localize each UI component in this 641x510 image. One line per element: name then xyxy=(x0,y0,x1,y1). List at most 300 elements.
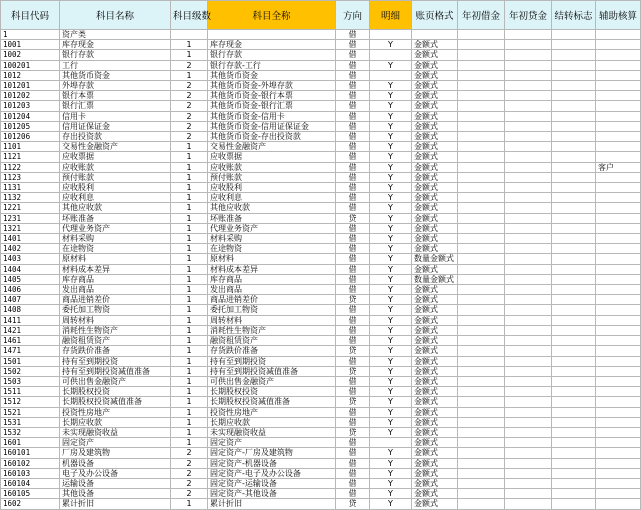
cell-account-name[interactable]: 银行汇票 xyxy=(60,101,171,111)
cell-account-fullname[interactable]: 材料采购 xyxy=(208,234,336,244)
cell-page-format[interactable]: 金额式 xyxy=(412,244,458,254)
cell-auxiliary[interactable] xyxy=(596,305,641,315)
cell-opening-debit[interactable] xyxy=(458,397,505,407)
cell-auxiliary[interactable] xyxy=(596,387,641,397)
cell-auxiliary[interactable] xyxy=(596,60,641,70)
cell-direction[interactable]: 贷 xyxy=(336,295,370,305)
cell-auxiliary[interactable] xyxy=(596,121,641,131)
cell-opening-debit[interactable] xyxy=(458,489,505,499)
cell-opening-credit[interactable] xyxy=(505,285,552,295)
cell-opening-debit[interactable] xyxy=(458,111,505,121)
cell-auxiliary[interactable]: 客户 xyxy=(596,162,641,172)
cell-carryover-flag[interactable] xyxy=(552,427,596,437)
cell-account-code[interactable]: 1502 xyxy=(1,366,60,376)
cell-account-fullname[interactable]: 消耗性生物资产 xyxy=(208,325,336,335)
cell-account-code[interactable]: 101205 xyxy=(1,121,60,131)
cell-opening-credit[interactable] xyxy=(505,30,552,40)
cell-auxiliary[interactable] xyxy=(596,142,641,152)
cell-auxiliary[interactable] xyxy=(596,264,641,274)
cell-page-format[interactable]: 金额式 xyxy=(412,183,458,193)
cell-auxiliary[interactable] xyxy=(596,40,641,50)
cell-page-format[interactable]: 金额式 xyxy=(412,285,458,295)
cell-detail[interactable]: Y xyxy=(370,193,412,203)
cell-account-name[interactable]: 长期应收款 xyxy=(60,417,171,427)
cell-account-level[interactable]: 1 xyxy=(171,50,208,60)
cell-direction[interactable]: 借 xyxy=(336,315,370,325)
cell-account-fullname[interactable]: 库存商品 xyxy=(208,274,336,284)
cell-account-code[interactable]: 1407 xyxy=(1,295,60,305)
cell-account-fullname[interactable]: 其他货币资金-外埠存款 xyxy=(208,81,336,91)
cell-direction[interactable]: 借 xyxy=(336,387,370,397)
cell-opening-credit[interactable] xyxy=(505,152,552,162)
cell-direction[interactable]: 借 xyxy=(336,30,370,40)
cell-page-format[interactable] xyxy=(412,30,458,40)
cell-account-code[interactable]: 1101 xyxy=(1,142,60,152)
cell-opening-credit[interactable] xyxy=(505,356,552,366)
cell-account-fullname[interactable]: 其他货币资金-信用卡 xyxy=(208,111,336,121)
cell-carryover-flag[interactable] xyxy=(552,356,596,366)
cell-account-fullname[interactable]: 固定资产-运输设备 xyxy=(208,478,336,488)
cell-opening-debit[interactable] xyxy=(458,70,505,80)
cell-page-format[interactable]: 金额式 xyxy=(412,213,458,223)
cell-account-code[interactable]: 1132 xyxy=(1,193,60,203)
cell-detail[interactable]: Y xyxy=(370,91,412,101)
cell-account-name[interactable]: 持有至到期投资 xyxy=(60,356,171,366)
cell-auxiliary[interactable] xyxy=(596,172,641,182)
cell-opening-credit[interactable] xyxy=(505,397,552,407)
cell-account-level[interactable]: 1 xyxy=(171,223,208,233)
cell-carryover-flag[interactable] xyxy=(552,478,596,488)
cell-page-format[interactable]: 金额式 xyxy=(412,407,458,417)
cell-opening-credit[interactable] xyxy=(505,70,552,80)
cell-account-name[interactable]: 材料采购 xyxy=(60,234,171,244)
cell-account-code[interactable]: 1 xyxy=(1,30,60,40)
cell-opening-debit[interactable] xyxy=(458,295,505,305)
cell-account-fullname[interactable]: 坏账准备 xyxy=(208,213,336,223)
cell-carryover-flag[interactable] xyxy=(552,438,596,448)
cell-page-format[interactable]: 金额式 xyxy=(412,336,458,346)
cell-account-fullname[interactable]: 固定资产-其他设备 xyxy=(208,489,336,499)
cell-page-format[interactable]: 金额式 xyxy=(412,223,458,233)
cell-account-code[interactable]: 1401 xyxy=(1,234,60,244)
cell-opening-debit[interactable] xyxy=(458,274,505,284)
cell-account-code[interactable]: 160103 xyxy=(1,468,60,478)
cell-account-code[interactable]: 1503 xyxy=(1,376,60,386)
cell-account-level[interactable]: 2 xyxy=(171,478,208,488)
cell-detail[interactable]: Y xyxy=(370,101,412,111)
cell-detail[interactable]: Y xyxy=(370,407,412,417)
cell-account-fullname[interactable]: 其他货币资金-银行汇票 xyxy=(208,101,336,111)
cell-opening-credit[interactable] xyxy=(505,223,552,233)
cell-carryover-flag[interactable] xyxy=(552,162,596,172)
cell-carryover-flag[interactable] xyxy=(552,223,596,233)
cell-account-level[interactable]: 1 xyxy=(171,152,208,162)
cell-account-name[interactable]: 资产类 xyxy=(60,30,171,40)
cell-carryover-flag[interactable] xyxy=(552,489,596,499)
cell-direction[interactable]: 借 xyxy=(336,285,370,295)
cell-account-level[interactable]: 2 xyxy=(171,468,208,478)
cell-direction[interactable]: 借 xyxy=(336,193,370,203)
cell-account-code[interactable]: 1408 xyxy=(1,305,60,315)
cell-account-code[interactable]: 1123 xyxy=(1,172,60,182)
cell-account-name[interactable]: 其他设备 xyxy=(60,489,171,499)
cell-account-level[interactable]: 1 xyxy=(171,438,208,448)
cell-carryover-flag[interactable] xyxy=(552,234,596,244)
cell-account-fullname[interactable]: 持有至到期投资减值准备 xyxy=(208,366,336,376)
cell-detail[interactable]: Y xyxy=(370,132,412,142)
cell-opening-credit[interactable] xyxy=(505,40,552,50)
cell-opening-credit[interactable] xyxy=(505,172,552,182)
cell-page-format[interactable]: 金额式 xyxy=(412,458,458,468)
cell-account-fullname[interactable]: 固定资产-厂房及建筑物 xyxy=(208,448,336,458)
cell-account-code[interactable]: 1001 xyxy=(1,40,60,50)
cell-account-fullname[interactable]: 固定资产-机器设备 xyxy=(208,458,336,468)
cell-opening-debit[interactable] xyxy=(458,478,505,488)
header-account-fullname[interactable]: 科目全称 xyxy=(208,1,336,30)
cell-auxiliary[interactable] xyxy=(596,325,641,335)
cell-account-name[interactable]: 未实现融资收益 xyxy=(60,427,171,437)
cell-auxiliary[interactable] xyxy=(596,295,641,305)
cell-opening-credit[interactable] xyxy=(505,417,552,427)
cell-opening-credit[interactable] xyxy=(505,499,552,509)
cell-page-format[interactable]: 金额式 xyxy=(412,121,458,131)
cell-account-level[interactable]: 1 xyxy=(171,162,208,172)
cell-account-name[interactable]: 信用卡 xyxy=(60,111,171,121)
cell-account-level[interactable]: 1 xyxy=(171,295,208,305)
cell-account-fullname[interactable]: 发出商品 xyxy=(208,285,336,295)
cell-page-format[interactable]: 金额式 xyxy=(412,489,458,499)
cell-detail[interactable]: Y xyxy=(370,234,412,244)
cell-account-level[interactable]: 1 xyxy=(171,325,208,335)
cell-opening-credit[interactable] xyxy=(505,366,552,376)
cell-account-name[interactable]: 工行 xyxy=(60,60,171,70)
cell-auxiliary[interactable] xyxy=(596,478,641,488)
cell-account-level[interactable]: 1 xyxy=(171,407,208,417)
cell-detail[interactable]: Y xyxy=(370,244,412,254)
cell-opening-credit[interactable] xyxy=(505,336,552,346)
cell-account-fullname[interactable]: 持有至到期投资 xyxy=(208,356,336,366)
cell-account-name[interactable]: 银行存款 xyxy=(60,50,171,60)
cell-opening-debit[interactable] xyxy=(458,346,505,356)
cell-direction[interactable]: 借 xyxy=(336,376,370,386)
cell-auxiliary[interactable] xyxy=(596,70,641,80)
cell-carryover-flag[interactable] xyxy=(552,285,596,295)
cell-page-format[interactable]: 金额式 xyxy=(412,152,458,162)
cell-page-format[interactable]: 金额式 xyxy=(412,397,458,407)
cell-account-level[interactable]: 1 xyxy=(171,183,208,193)
cell-opening-debit[interactable] xyxy=(458,183,505,193)
cell-account-level[interactable]: 1 xyxy=(171,346,208,356)
cell-account-code[interactable]: 101204 xyxy=(1,111,60,121)
cell-account-fullname[interactable]: 固定资产-电子及办公设备 xyxy=(208,468,336,478)
cell-auxiliary[interactable] xyxy=(596,50,641,60)
header-carryover-flag[interactable]: 结转标志 xyxy=(552,1,596,30)
cell-direction[interactable]: 借 xyxy=(336,468,370,478)
cell-account-level[interactable]: 2 xyxy=(171,489,208,499)
cell-account-level[interactable]: 2 xyxy=(171,448,208,458)
cell-opening-credit[interactable] xyxy=(505,162,552,172)
cell-direction[interactable]: 借 xyxy=(336,407,370,417)
cell-auxiliary[interactable] xyxy=(596,315,641,325)
cell-account-name[interactable]: 持有至到期投资减值准备 xyxy=(60,366,171,376)
cell-opening-debit[interactable] xyxy=(458,50,505,60)
cell-account-name[interactable]: 其他货币资金 xyxy=(60,70,171,80)
cell-direction[interactable]: 借 xyxy=(336,325,370,335)
cell-opening-credit[interactable] xyxy=(505,305,552,315)
cell-detail[interactable]: Y xyxy=(370,172,412,182)
cell-account-name[interactable]: 信用证保证金 xyxy=(60,121,171,131)
cell-opening-debit[interactable] xyxy=(458,387,505,397)
cell-account-code[interactable]: 160104 xyxy=(1,478,60,488)
cell-direction[interactable]: 借 xyxy=(336,60,370,70)
cell-direction[interactable]: 借 xyxy=(336,356,370,366)
cell-page-format[interactable]: 金额式 xyxy=(412,478,458,488)
cell-page-format[interactable]: 金额式 xyxy=(412,172,458,182)
cell-account-fullname[interactable]: 累计折旧 xyxy=(208,499,336,509)
cell-account-code[interactable]: 1405 xyxy=(1,274,60,284)
cell-account-level[interactable]: 1 xyxy=(171,285,208,295)
cell-account-level[interactable]: 2 xyxy=(171,60,208,70)
cell-account-fullname[interactable]: 银行存款-工行 xyxy=(208,60,336,70)
cell-page-format[interactable]: 金额式 xyxy=(412,346,458,356)
cell-page-format[interactable]: 金额式 xyxy=(412,448,458,458)
cell-auxiliary[interactable] xyxy=(596,376,641,386)
cell-auxiliary[interactable] xyxy=(596,489,641,499)
cell-detail[interactable]: Y xyxy=(370,223,412,233)
cell-account-name[interactable]: 库存现金 xyxy=(60,40,171,50)
cell-account-code[interactable]: 1461 xyxy=(1,336,60,346)
cell-opening-credit[interactable] xyxy=(505,264,552,274)
cell-account-name[interactable]: 投资性房地产 xyxy=(60,407,171,417)
cell-account-fullname[interactable]: 委托加工物资 xyxy=(208,305,336,315)
cell-opening-debit[interactable] xyxy=(458,203,505,213)
cell-account-fullname[interactable]: 应收票据 xyxy=(208,152,336,162)
cell-direction[interactable]: 借 xyxy=(336,336,370,346)
header-opening-debit[interactable]: 年初借金 xyxy=(458,1,505,30)
cell-account-fullname[interactable]: 代理业务资产 xyxy=(208,223,336,233)
cell-carryover-flag[interactable] xyxy=(552,30,596,40)
cell-account-code[interactable]: 1531 xyxy=(1,417,60,427)
cell-account-fullname[interactable]: 融资租赁资产 xyxy=(208,336,336,346)
cell-account-code[interactable]: 1122 xyxy=(1,162,60,172)
cell-page-format[interactable]: 数量金额式 xyxy=(412,274,458,284)
cell-page-format[interactable]: 金额式 xyxy=(412,50,458,60)
header-account-level[interactable]: 科目级数 xyxy=(171,1,208,30)
cell-account-name[interactable]: 存货跌价准备 xyxy=(60,346,171,356)
cell-auxiliary[interactable] xyxy=(596,183,641,193)
cell-opening-credit[interactable] xyxy=(505,111,552,121)
cell-account-level[interactable]: 1 xyxy=(171,427,208,437)
cell-account-name[interactable]: 预付账款 xyxy=(60,172,171,182)
cell-auxiliary[interactable] xyxy=(596,81,641,91)
cell-account-level[interactable]: 2 xyxy=(171,101,208,111)
cell-carryover-flag[interactable] xyxy=(552,376,596,386)
cell-account-level[interactable]: 1 xyxy=(171,387,208,397)
cell-account-fullname[interactable]: 应收账款 xyxy=(208,162,336,172)
cell-account-name[interactable]: 存出投资款 xyxy=(60,132,171,142)
cell-detail[interactable]: Y xyxy=(370,397,412,407)
cell-opening-debit[interactable] xyxy=(458,468,505,478)
cell-direction[interactable]: 借 xyxy=(336,50,370,60)
cell-account-fullname[interactable]: 长期应收款 xyxy=(208,417,336,427)
cell-carryover-flag[interactable] xyxy=(552,81,596,91)
cell-account-name[interactable]: 坏账准备 xyxy=(60,213,171,223)
cell-auxiliary[interactable] xyxy=(596,274,641,284)
cell-page-format[interactable]: 金额式 xyxy=(412,142,458,152)
cell-direction[interactable]: 借 xyxy=(336,223,370,233)
cell-account-code[interactable]: 1532 xyxy=(1,427,60,437)
cell-carryover-flag[interactable] xyxy=(552,458,596,468)
cell-direction[interactable]: 借 xyxy=(336,254,370,264)
cell-detail[interactable]: Y xyxy=(370,264,412,274)
cell-auxiliary[interactable] xyxy=(596,101,641,111)
cell-account-name[interactable]: 商品进销差价 xyxy=(60,295,171,305)
cell-opening-credit[interactable] xyxy=(505,407,552,417)
cell-account-level[interactable]: 1 xyxy=(171,234,208,244)
cell-account-level[interactable]: 1 xyxy=(171,213,208,223)
cell-account-level[interactable]: 1 xyxy=(171,315,208,325)
cell-auxiliary[interactable] xyxy=(596,111,641,121)
cell-account-fullname[interactable]: 材料成本差异 xyxy=(208,264,336,274)
cell-detail[interactable]: Y xyxy=(370,81,412,91)
cell-direction[interactable]: 借 xyxy=(336,448,370,458)
cell-opening-credit[interactable] xyxy=(505,315,552,325)
cell-direction[interactable]: 借 xyxy=(336,458,370,468)
cell-direction[interactable]: 借 xyxy=(336,478,370,488)
cell-direction[interactable]: 贷 xyxy=(336,397,370,407)
cell-page-format[interactable]: 金额式 xyxy=(412,60,458,70)
cell-account-fullname[interactable]: 库存现金 xyxy=(208,40,336,50)
cell-direction[interactable]: 借 xyxy=(336,234,370,244)
cell-opening-debit[interactable] xyxy=(458,376,505,386)
cell-account-code[interactable]: 101201 xyxy=(1,81,60,91)
cell-account-name[interactable]: 库存商品 xyxy=(60,274,171,284)
cell-page-format[interactable]: 金额式 xyxy=(412,295,458,305)
cell-opening-debit[interactable] xyxy=(458,417,505,427)
cell-direction[interactable]: 借 xyxy=(336,142,370,152)
cell-opening-credit[interactable] xyxy=(505,387,552,397)
cell-account-code[interactable]: 100201 xyxy=(1,60,60,70)
cell-carryover-flag[interactable] xyxy=(552,336,596,346)
cell-auxiliary[interactable] xyxy=(596,152,641,162)
cell-opening-debit[interactable] xyxy=(458,101,505,111)
cell-account-code[interactable]: 101206 xyxy=(1,132,60,142)
cell-account-fullname[interactable]: 商品进销差价 xyxy=(208,295,336,305)
cell-direction[interactable]: 借 xyxy=(336,183,370,193)
cell-opening-debit[interactable] xyxy=(458,366,505,376)
cell-page-format[interactable]: 金额式 xyxy=(412,193,458,203)
cell-detail[interactable]: Y xyxy=(370,366,412,376)
cell-account-level[interactable]: 2 xyxy=(171,91,208,101)
cell-direction[interactable]: 贷 xyxy=(336,213,370,223)
cell-carryover-flag[interactable] xyxy=(552,183,596,193)
cell-account-code[interactable]: 1512 xyxy=(1,397,60,407)
cell-account-level[interactable]: 1 xyxy=(171,142,208,152)
cell-carryover-flag[interactable] xyxy=(552,60,596,70)
cell-account-code[interactable]: 1403 xyxy=(1,254,60,264)
cell-auxiliary[interactable] xyxy=(596,193,641,203)
cell-opening-credit[interactable] xyxy=(505,254,552,264)
cell-opening-debit[interactable] xyxy=(458,427,505,437)
cell-account-fullname[interactable]: 长期股权投资减值准备 xyxy=(208,397,336,407)
cell-auxiliary[interactable] xyxy=(596,244,641,254)
cell-account-fullname[interactable]: 可供出售金融资产 xyxy=(208,376,336,386)
cell-carryover-flag[interactable] xyxy=(552,325,596,335)
cell-opening-credit[interactable] xyxy=(505,132,552,142)
cell-account-fullname[interactable]: 周转材料 xyxy=(208,315,336,325)
cell-account-code[interactable]: 1511 xyxy=(1,387,60,397)
cell-account-level[interactable]: 1 xyxy=(171,40,208,50)
cell-opening-debit[interactable] xyxy=(458,325,505,335)
cell-detail[interactable]: Y xyxy=(370,356,412,366)
cell-auxiliary[interactable] xyxy=(596,499,641,509)
cell-detail[interactable]: Y xyxy=(370,285,412,295)
cell-opening-debit[interactable] xyxy=(458,81,505,91)
cell-account-name[interactable]: 银行本票 xyxy=(60,91,171,101)
cell-opening-credit[interactable] xyxy=(505,244,552,254)
cell-account-level[interactable]: 1 xyxy=(171,366,208,376)
cell-direction[interactable]: 借 xyxy=(336,101,370,111)
cell-account-fullname[interactable]: 在途物资 xyxy=(208,244,336,254)
cell-page-format[interactable]: 金额式 xyxy=(412,132,458,142)
cell-direction[interactable]: 借 xyxy=(336,417,370,427)
cell-opening-debit[interactable] xyxy=(458,448,505,458)
cell-account-code[interactable]: 1002 xyxy=(1,50,60,60)
cell-account-level[interactable]: 2 xyxy=(171,458,208,468)
cell-account-code[interactable]: 1321 xyxy=(1,223,60,233)
cell-opening-credit[interactable] xyxy=(505,50,552,60)
cell-auxiliary[interactable] xyxy=(596,448,641,458)
cell-account-level[interactable]: 1 xyxy=(171,376,208,386)
cell-carryover-flag[interactable] xyxy=(552,448,596,458)
cell-direction[interactable]: 借 xyxy=(336,162,370,172)
cell-opening-debit[interactable] xyxy=(458,213,505,223)
cell-carryover-flag[interactable] xyxy=(552,50,596,60)
cell-opening-credit[interactable] xyxy=(505,142,552,152)
cell-auxiliary[interactable] xyxy=(596,91,641,101)
cell-account-level[interactable]: 1 xyxy=(171,305,208,315)
cell-carryover-flag[interactable] xyxy=(552,417,596,427)
cell-account-fullname[interactable]: 其他货币资金-存出投资款 xyxy=(208,132,336,142)
cell-account-level[interactable]: 1 xyxy=(171,193,208,203)
cell-direction[interactable]: 借 xyxy=(336,70,370,80)
cell-detail[interactable] xyxy=(370,70,412,80)
cell-account-name[interactable]: 在途物资 xyxy=(60,244,171,254)
cell-carryover-flag[interactable] xyxy=(552,407,596,417)
cell-direction[interactable]: 借 xyxy=(336,81,370,91)
cell-auxiliary[interactable] xyxy=(596,468,641,478)
cell-page-format[interactable]: 金额式 xyxy=(412,91,458,101)
cell-opening-credit[interactable] xyxy=(505,295,552,305)
cell-account-level[interactable]: 1 xyxy=(171,274,208,284)
cell-detail[interactable]: Y xyxy=(370,121,412,131)
cell-direction[interactable]: 借 xyxy=(336,489,370,499)
cell-account-name[interactable]: 机器设备 xyxy=(60,458,171,468)
cell-account-code[interactable]: 1012 xyxy=(1,70,60,80)
cell-page-format[interactable]: 金额式 xyxy=(412,264,458,274)
cell-detail[interactable]: Y xyxy=(370,162,412,172)
cell-account-fullname[interactable]: 其他货币资金-信用证保证金 xyxy=(208,121,336,131)
cell-direction[interactable]: 借 xyxy=(336,40,370,50)
cell-account-level[interactable]: 1 xyxy=(171,254,208,264)
cell-account-name[interactable]: 发出商品 xyxy=(60,285,171,295)
cell-account-fullname[interactable]: 固定资产 xyxy=(208,438,336,448)
cell-account-fullname[interactable]: 投资性房地产 xyxy=(208,407,336,417)
cell-opening-debit[interactable] xyxy=(458,223,505,233)
cell-opening-credit[interactable] xyxy=(505,489,552,499)
cell-page-format[interactable]: 金额式 xyxy=(412,376,458,386)
header-direction[interactable]: 方向 xyxy=(336,1,370,30)
